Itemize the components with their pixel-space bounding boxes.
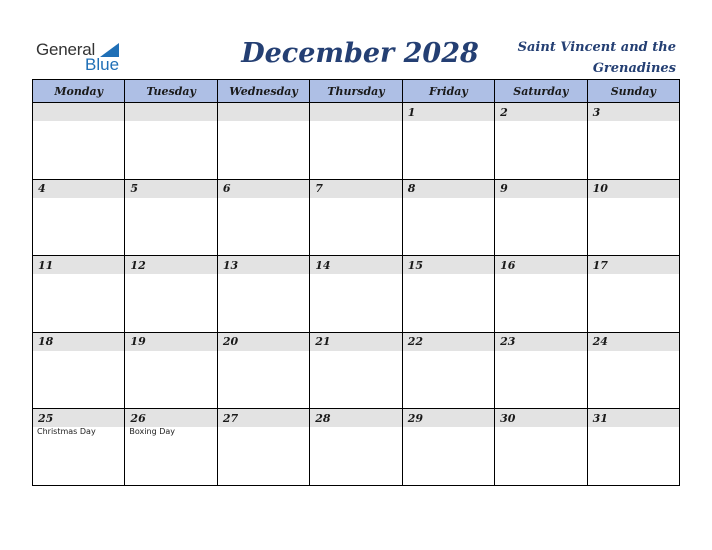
- weekday-header-monday: Monday: [33, 80, 125, 103]
- day-number: 30: [495, 409, 586, 427]
- weekday-header-saturday: Saturday: [495, 80, 587, 103]
- logo-text-blue: Blue: [85, 55, 120, 74]
- day-number: 4: [33, 180, 124, 198]
- day-cell: [588, 103, 680, 180]
- day-cell: [588, 256, 680, 333]
- day-number: 17: [588, 256, 679, 274]
- day-cell: [33, 409, 125, 486]
- day-cell: [33, 103, 125, 180]
- day-number: 2: [495, 103, 586, 121]
- day-number: 14: [310, 256, 401, 274]
- day-number: 25: [33, 409, 124, 427]
- day-cell: [495, 409, 587, 486]
- day-cell: [403, 103, 495, 180]
- country-name: [496, 37, 676, 79]
- day-cell: [33, 256, 125, 333]
- day-cell: [125, 409, 217, 486]
- day-number: [218, 103, 309, 121]
- day-number: 28: [310, 409, 401, 427]
- day-cell: [495, 103, 587, 180]
- weekday-header-tuesday: Tuesday: [125, 80, 217, 103]
- day-cell: [125, 256, 217, 333]
- day-number: 13: [218, 256, 309, 274]
- day-cell: [403, 333, 495, 410]
- weekday-header-thursday: Thursday: [310, 80, 402, 103]
- day-cell: [403, 180, 495, 257]
- day-number: 6: [218, 180, 309, 198]
- day-number: 5: [125, 180, 216, 198]
- day-number: 31: [588, 409, 679, 427]
- day-cell: [310, 180, 402, 257]
- day-number: 10: [588, 180, 679, 198]
- day-number: 20: [218, 333, 309, 351]
- day-cell: [218, 409, 310, 486]
- day-number: 8: [403, 180, 494, 198]
- logo-text-general: General: [36, 40, 96, 59]
- day-number: 18: [33, 333, 124, 351]
- day-cell: [495, 256, 587, 333]
- day-cell: [218, 103, 310, 180]
- day-cell: [495, 333, 587, 410]
- day-number: 7: [310, 180, 401, 198]
- day-number: 15: [403, 256, 494, 274]
- day-number: 21: [310, 333, 401, 351]
- day-cell: [310, 103, 402, 180]
- day-number: [125, 103, 216, 121]
- day-cell: [588, 333, 680, 410]
- day-number: [33, 103, 124, 121]
- day-cell: [125, 180, 217, 257]
- day-cell: [310, 333, 402, 410]
- day-number: 24: [588, 333, 679, 351]
- day-cell: [588, 409, 680, 486]
- day-cell: [218, 180, 310, 257]
- day-cell: [33, 333, 125, 410]
- calendar-grid: [32, 79, 680, 486]
- day-number: 1: [403, 103, 494, 121]
- day-cell: [403, 256, 495, 333]
- day-cell: [218, 256, 310, 333]
- day-number: 23: [495, 333, 586, 351]
- day-number: 26: [125, 409, 216, 427]
- day-number: 19: [125, 333, 216, 351]
- day-number: [310, 103, 401, 121]
- day-cell: [125, 333, 217, 410]
- weekday-header-friday: Friday: [403, 80, 495, 103]
- day-number: 22: [403, 333, 494, 351]
- day-cell: [33, 180, 125, 257]
- holiday-label: Christmas Day: [37, 427, 96, 437]
- country-line-2: Grenadines: [592, 61, 676, 76]
- calendar-title: December 2028: [241, 38, 479, 69]
- day-number: 29: [403, 409, 494, 427]
- day-cell: [218, 333, 310, 410]
- day-number: 9: [495, 180, 586, 198]
- day-number: 3: [588, 103, 679, 121]
- day-cell: [588, 180, 680, 257]
- day-cell: [495, 180, 587, 257]
- day-cell: [403, 409, 495, 486]
- holiday-label: Boxing Day: [129, 427, 176, 437]
- country-line-1: Saint Vincent and the: [517, 40, 676, 55]
- day-cell: [310, 256, 402, 333]
- day-cell: [125, 103, 217, 180]
- generalblue-logo: [36, 40, 136, 74]
- day-number: 27: [218, 409, 309, 427]
- weekday-header-wednesday: Wednesday: [218, 80, 310, 103]
- day-number: 11: [33, 256, 124, 274]
- day-number: 16: [495, 256, 586, 274]
- day-cell: [310, 409, 402, 486]
- weekday-header-sunday: Sunday: [588, 80, 680, 103]
- day-number: 12: [125, 256, 216, 274]
